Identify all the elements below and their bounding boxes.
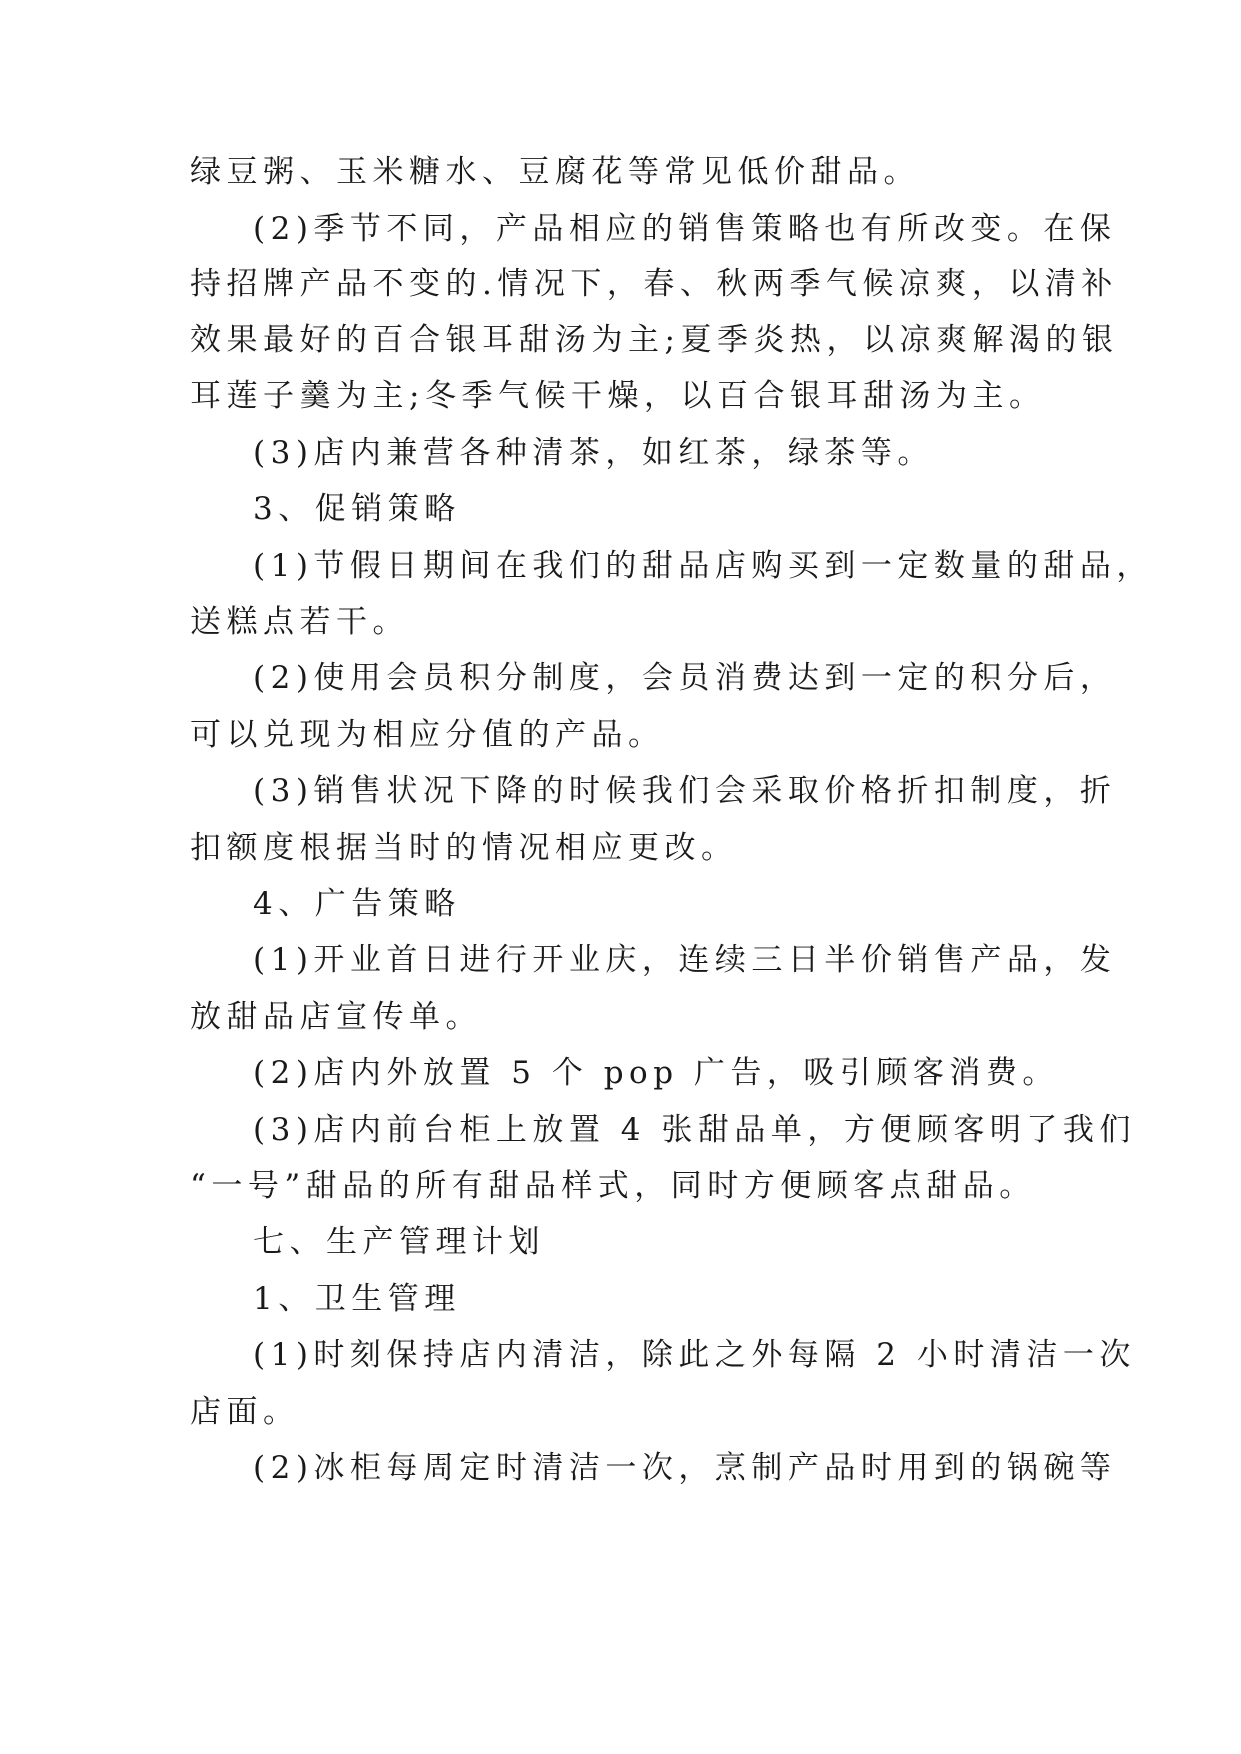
text-line: (1)节假日期间在我们的甜品店购买到一定数量的甜品， [253, 548, 1153, 584]
text-line: (2)使用会员积分制度，会员消费达到一定的积分后， [253, 660, 1117, 696]
text-line: (2)冰柜每周定时清洁一次，烹制产品时用到的锅碗等 [253, 1450, 1117, 1486]
text-line: 送糕点若干。 [190, 604, 409, 640]
chapter-heading: 七、生产管理计划 [253, 1224, 545, 1260]
text-line: 持招牌产品不变的.情况下，春、秋两季气候凉爽，以清补 [190, 266, 1118, 302]
text-line: “一号”甜品的所有甜品样式，同时方便顾客点甜品。 [190, 1168, 1036, 1204]
section-heading: 1、卫生管理 [253, 1281, 461, 1317]
text-line: 店面。 [190, 1394, 300, 1430]
text-line: 效果最好的百合银耳甜汤为主;夏季炎热，以凉爽解渴的银 [190, 322, 1119, 358]
text-line: (1)时刻保持店内清洁，除此之外每隔 2 小时清洁一次 [253, 1337, 1136, 1373]
text-line: (2)店内外放置 5 个 pop 广告，吸引顾客消费。 [253, 1055, 1059, 1091]
section-heading: 3、促销策略 [253, 491, 461, 527]
text-line: (1)开业首日进行开业庆，连续三日半价销售产品，发 [253, 942, 1117, 978]
text-line: 扣额度根据当时的情况相应更改。 [190, 830, 738, 866]
text-line: 耳莲子羹为主;冬季气候干燥，以百合银耳甜汤为主。 [190, 378, 1046, 414]
section-heading: 4、广告策略 [253, 886, 461, 922]
text-line: (2)季节不同，产品相应的销售策略也有所改变。在保 [253, 211, 1117, 247]
text-line: 绿豆粥、玉米糖水、豆腐花等常见低价甜品。 [190, 154, 920, 190]
text-line: 可以兑现为相应分值的产品。 [190, 717, 665, 753]
text-line: (3)销售状况下降的时候我们会采取价格折扣制度，折 [253, 773, 1117, 809]
text-line: (3)店内兼营各种清茶，如红茶，绿茶等。 [253, 435, 934, 471]
text-line: 放甜品店宣传单。 [190, 999, 482, 1035]
text-line: (3)店内前台柜上放置 4 张甜品单，方便顾客明了我们 [253, 1112, 1136, 1148]
